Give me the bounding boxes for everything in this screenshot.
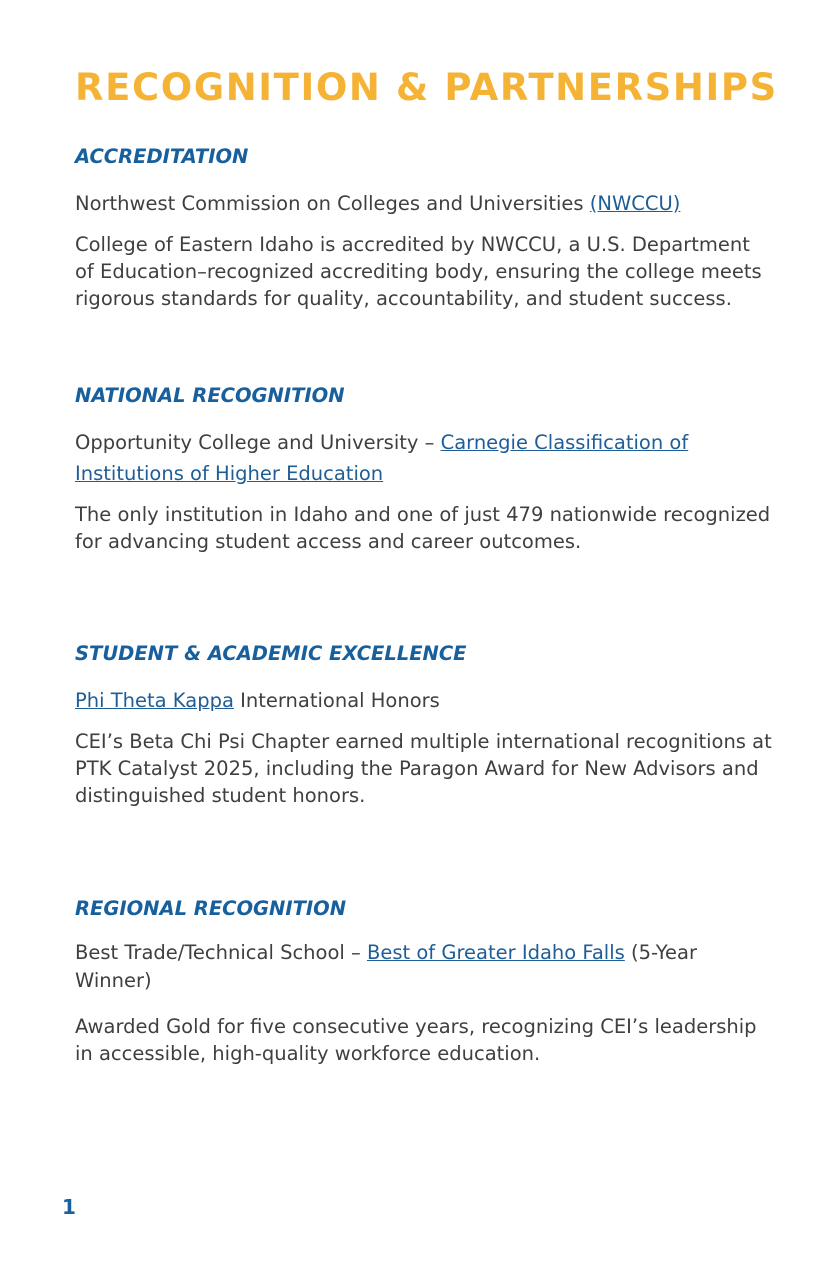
honors-title: International Honors bbox=[233, 689, 440, 712]
page-number: 1 bbox=[62, 1195, 76, 1219]
description-line: in accessible, high-quality workforce education. bbox=[75, 1042, 541, 1065]
section-description bbox=[75, 728, 772, 809]
section-description bbox=[75, 501, 771, 555]
award-line bbox=[75, 938, 765, 967]
section-national-recognition bbox=[75, 383, 771, 555]
best-of-idaho-falls-link[interactable]: Best of Greater Idaho Falls bbox=[366, 941, 625, 964]
description-line: PTK Catalyst 2025, including the Paragon Award for New Advisors and bbox=[75, 757, 759, 780]
award-line-continued: Winner) bbox=[75, 969, 152, 992]
section-description bbox=[75, 231, 765, 312]
description-line: CEI’s Beta Chi Psi Chapter earned multiple international recognitions at bbox=[75, 730, 772, 753]
section-accreditation bbox=[75, 144, 765, 312]
accreditor-name: Northwest Commission on Colleges and Universities bbox=[75, 192, 590, 215]
description-line: for advancing student access and career outcomes. bbox=[75, 530, 582, 553]
section-heading: ACCREDITATION bbox=[75, 145, 249, 168]
recognition-line-continued bbox=[75, 458, 765, 489]
recognition-line bbox=[75, 427, 765, 458]
description-line: Awarded Gold for five consecutive years, recognizing CEI’s leadership bbox=[75, 1015, 757, 1038]
section-heading: REGIONAL RECOGNITION bbox=[75, 897, 347, 920]
description-line: rigorous standards for quality, accountability, and student success. bbox=[75, 287, 732, 310]
section-heading: NATIONAL RECOGNITION bbox=[75, 384, 345, 407]
carnegie-link-continued[interactable]: Institutions of Higher Education bbox=[75, 462, 384, 485]
description-line: The only institution in Idaho and one of just 479 nationwide recognized bbox=[75, 503, 771, 526]
section-regional-recognition bbox=[75, 896, 765, 1067]
section-student-academic-excellence bbox=[75, 641, 772, 809]
section-heading: STUDENT & ACADEMIC EXCELLENCE bbox=[75, 642, 467, 665]
page-title: RECOGNITION & PARTNERSHIPS bbox=[75, 66, 778, 109]
description-line: of Education–recognized accrediting body, ensuring the college meets bbox=[75, 260, 762, 283]
accreditor-line bbox=[75, 188, 765, 219]
recognition-title: Opportunity College and University – bbox=[75, 431, 441, 454]
honors-line bbox=[75, 685, 765, 716]
section-description bbox=[75, 1013, 765, 1067]
award-title: Best Trade/Technical School – bbox=[75, 941, 367, 964]
carnegie-link[interactable]: Carnegie Classification of bbox=[440, 431, 689, 454]
nwccu-link[interactable]: (NWCCU) bbox=[589, 192, 681, 215]
phi-theta-kappa-link[interactable]: Phi Theta Kappa bbox=[75, 689, 234, 712]
description-line: distinguished student honors. bbox=[75, 784, 366, 807]
award-suffix: (5-Year bbox=[624, 941, 698, 964]
description-line: College of Eastern Idaho is accredited by NWCCU, a U.S. Department bbox=[75, 233, 750, 256]
